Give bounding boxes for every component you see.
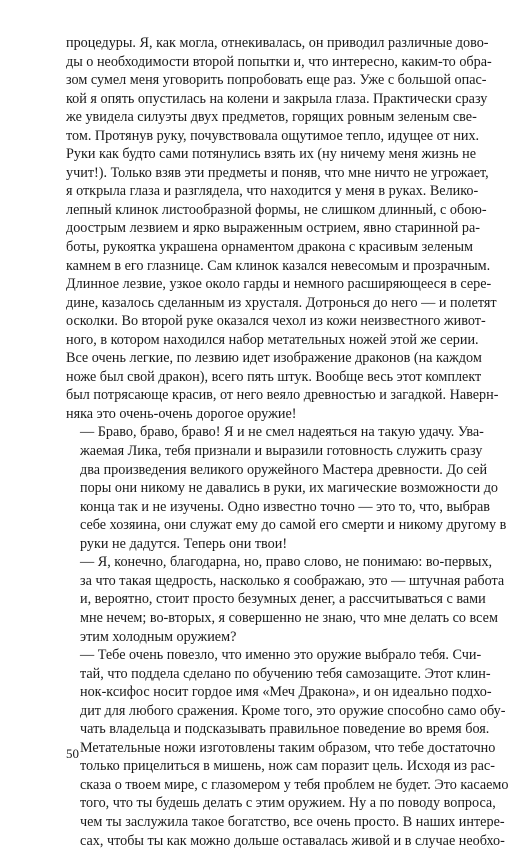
text-line: сах, чтобы ты как можно дольше оставалась живой и в случае необхо- [80,832,505,849]
text-line: дит для любого сражения. Кроме того, это оружие способно само обу- [80,702,506,719]
text-line: кой я опять опустилась на колени и закрыла глаза. Практически сразу [66,90,488,107]
text-line: ного, в котором находился набор метательных ножей этой же серии. [66,331,479,348]
text-line: Все очень легкие, по лезвию идет изображение драконов (на каждом [66,350,482,367]
text-line: нок-ксифос носит гордое имя «Меч Дракона», и он идеально подхо- [80,684,492,701]
text-line: няка это очень-очень дорогое оружие! [66,405,297,422]
text-line: два произведения великого оружейного Мастера древности. До сей [80,461,488,478]
text-line: ды о необходимости второй попытки и, что интересно, каким-то обра- [66,53,492,70]
text-line: тай, что поддела сделано по обучению тебя самозащите. Этот клин- [80,665,491,682]
text-line: дине, казалось сделанным из хрусталя. Дотронься до него — и полетят [66,294,497,311]
text-line: руки не дадутся. Теперь они твои! [80,535,288,552]
paragraph [66,553,505,646]
text-line: за что такая щедрость, насколько я соображаю, это — штучная работа [80,572,505,589]
text-line: процедуры. Я, как могла, отнекивалась, он приводил различные дово- [66,35,489,51]
text-line: осколки. Во второй руке оказался чехол из кожи неизвестного живот- [66,313,486,330]
text-line: Руки как будто сами потянулись взять их (ну ничему меня жизнь не [66,146,477,163]
text-line: жаемая Лика, тебя признали и выразили готовность служить сразу [80,443,483,460]
text-line: Метательные ножи изготовлены таким образом, что тебе достаточно [80,739,496,756]
text-line: только прицелиться в мишень, нож сам поразит цель. Исходя из рас- [80,758,495,775]
text-line: и, вероятно, стоит просто безумных денег, а рассчитываться с вами [80,591,486,608]
text-line: себе хозяина, они служат ему до самой его смерти и никому другому в [80,517,507,534]
page-number: 50 [66,746,79,761]
text-line: — Я, конечно, благодарна, но, право слово, не понимаю: во-первых, [80,554,493,571]
text-line: же увидела силуэты двух предметов, горящих ровным зеленым све- [66,109,477,126]
text-line: зом сумел меня уговорить попробовать еще раз. Уже с большой опас- [66,72,487,89]
text-line: сказа о твоем мире, с глазомером у тебя проблем не будет. Это касаемо [80,776,509,793]
paragraph [66,423,507,553]
paragraph [66,646,509,850]
paragraph [66,34,499,423]
text-line: том. Протянув руку, почувствовала ощутимое тепло, идущее от них. [66,127,480,144]
text-line: этим холодным оружием? [80,628,237,645]
text-line: я открыла глаза и разглядела, что находится у меня в руках. Велико- [66,183,479,200]
text-line: учит!). Только взяв эти предметы и поняв, что мне ничто не угрожает, [66,164,489,181]
text-line: лепный клинок листообразной формы, не слишком длинный, с обою- [66,201,487,218]
text-line: доострым лезвием и ярко выраженным острием, явно старинной ра- [66,220,481,237]
text-line: чем ты заслужила такое богатство, все очень просто. В наших интере- [80,813,505,830]
text-line: — Тебе очень повезло, что именно это оружие выбрало тебя. Счи- [80,647,482,664]
text-line: — Браво, браво, браво! Я и не смел надеяться на такую удачу. Ува- [80,424,484,441]
text-line: камнем в его глазнице. Сам клинок казался невесомым и прозрачным. [66,257,491,274]
text-line: того, что ты будешь делать с этим оружием. Ну а по поводу вопроса, [80,795,496,812]
text-line: поры они никому не давались в руки, их магические возможности до [80,480,499,497]
text-line: мне нечем; во-вторых, я совершенно не знаю, что мне делать со всем [80,609,498,626]
body-text [66,34,509,850]
text-line: чать владельца и подсказывать правильное поведение во время боя. [80,721,490,738]
text-line: ноже был свой дракон), всего пять штук. Вообще весь этот комплект [66,368,482,385]
text-line: боты, рукоятка украшена орнаментом дракона с красивым зеленым [66,239,474,256]
text-line: конца так и не изучены. Одно известно точно — это то, что, выбрав [80,498,490,515]
text-line: был потрясающе красив, от него веяло древностью и загадкой. Наверн- [66,387,499,404]
text-line: Длинное лезвие, узкое около гарды и немного расширяющееся в сере- [66,276,492,293]
